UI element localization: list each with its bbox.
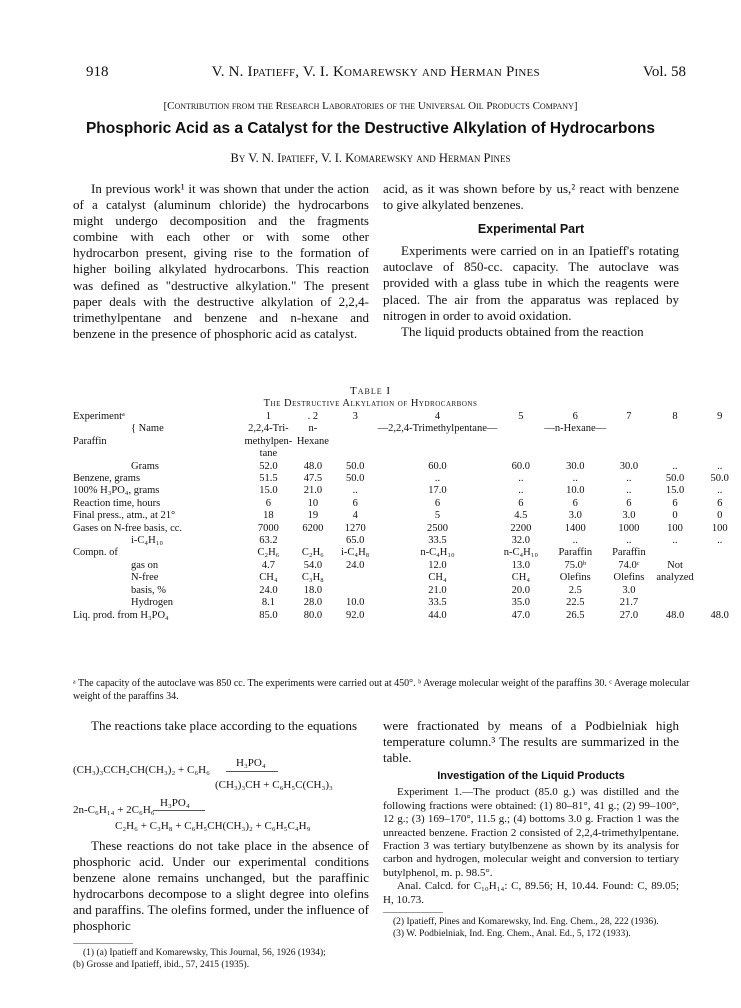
table-row [73, 560, 741, 572]
table-cell: .. [672, 460, 678, 472]
fractionation-paragraph: were fractionated by means of a Podbielniak high temperature column.³ The results are summarized in the table. [383, 718, 679, 766]
table-cell: Olefins [559, 572, 591, 584]
intro-paragraph: In previous work¹ it was shown that under the action of a catalyst (aluminum chloride) the hydrocarbons might undergo decomposition and the fragments combine with each other or with some other hydrocarbon present, giving rise to the formation of higher boiling alkylated hydrocarbons. This reaction was defined as "destructive alkylation." The present paper deals with the destructive alkylation of 2,2,4-trimethylpentane and benzene and n-hexane and benzene in the presence of phosphoric acid as catalyst. [73, 181, 369, 341]
table-cell: 19 [307, 510, 319, 522]
eq1-arrow [226, 771, 278, 772]
table-cell: 30.0 [619, 460, 639, 472]
byline: By V. N. Ipatieff, V. I. Komarewsky and Herman Pines [230, 151, 511, 165]
table-cell [606, 436, 651, 448]
table-cell: CH₄ [259, 572, 278, 584]
table-cell: i-C₄H₈ [341, 547, 370, 559]
table-cell: 50.0 [346, 460, 365, 472]
table-cell [333, 572, 378, 584]
table-row [73, 610, 741, 622]
table-cell: . 2 [307, 411, 319, 422]
table-cell: CH₄ [428, 572, 447, 584]
table-cell: 2200 [510, 522, 532, 534]
eq2-arrow [153, 810, 205, 811]
table-cell: Olefins [613, 572, 645, 584]
table-cell: 75.0ᵇ [564, 559, 587, 571]
table-cell: 1000 [618, 522, 640, 534]
liquid-products-heading: Investigation of the Liquid Products [437, 770, 625, 783]
table-row [73, 597, 741, 609]
table-cell: 7 [626, 411, 632, 422]
table-cell: 74.0ᶜ [618, 559, 640, 571]
lower-left-column [73, 718, 369, 734]
left-column [73, 181, 369, 342]
row-label: 100% H₃PO₄, grams [73, 485, 160, 497]
eq2-catalyst: H₃PO₄ [160, 797, 190, 809]
table-cell: 2.5 [568, 584, 582, 596]
table-cell: n-C₄H₁₀ [420, 547, 455, 559]
table-cell [698, 547, 741, 559]
table-cell: Paraffin [612, 547, 646, 559]
table-cell: 6 [265, 497, 272, 509]
table-cell: 21.0 [303, 485, 323, 497]
row-label: Compn. of [73, 547, 118, 559]
lower-left-text [73, 838, 369, 935]
table-row [73, 535, 741, 547]
table-row [73, 498, 741, 510]
table-cell: 3.0 [622, 510, 636, 522]
table-cell: 60.0 [428, 460, 447, 472]
table-row [73, 485, 741, 497]
table-cell [333, 448, 378, 460]
row-label: { Name [131, 423, 164, 435]
table-cell [333, 423, 378, 435]
table-cell: 51.5 [259, 473, 278, 485]
table-cell: 44.0 [428, 609, 447, 621]
table-cell: 100 [711, 522, 728, 534]
lower-right-column [383, 718, 679, 940]
table-cell [333, 436, 378, 448]
table-cell [698, 597, 741, 609]
table-cell: 6 [626, 497, 632, 509]
table-cell: 22.5 [566, 597, 585, 609]
eq1-right: (CH₃)₃CH + C₆H₅C(CH₃)₃ [215, 779, 333, 791]
table-cell: 3.0 [622, 584, 636, 596]
table-cell: 50.0 [346, 473, 365, 485]
absence-paragraph: These reactions do not take place in the absence of phosphoric acid. Under our experimental conditions benzene alone remains unchanged, but the paraffinic hydrocarbons decompose to a slight degree into olefins and paraffins. The olefins formed, under the influence of phosphoric [73, 838, 369, 934]
table-cell: 18.0 [303, 584, 323, 596]
table-cell: 30.0 [566, 460, 585, 472]
table-cell: 65.0 [346, 535, 365, 547]
running-header [86, 64, 686, 81]
table-cell: 10.0 [346, 597, 365, 609]
table-cell: 10.0 [566, 485, 585, 497]
footnote-divider-right [383, 912, 443, 913]
table-row [73, 448, 741, 460]
row-label: Reaction time, hours [73, 497, 161, 509]
table-cell: 7000 [257, 522, 279, 534]
table-cell: 50.0 [665, 473, 685, 485]
table-cell: 33.5 [428, 597, 447, 609]
eq2-right: C₂H₆ + C₃H₈ + C₆H₅CH(CH₃)₂ + C₆H₅C₄H₉ [115, 820, 311, 832]
table-cell: 2,2,4-Tri- [248, 423, 289, 435]
right-column [383, 181, 679, 340]
table-cell: 21.7 [619, 597, 639, 609]
table-cell [698, 448, 741, 460]
table-cell [497, 423, 544, 435]
table-title: The Destructive Alkylation of Hydrocarbons [263, 398, 478, 409]
table-cell [652, 448, 699, 460]
table-cell: .. [717, 485, 723, 497]
footnote-1b: (b) Grosse and Ipatieff, ibid., 57, 2415 (1935). [73, 960, 250, 970]
table-cell [652, 585, 699, 597]
table-cell: 6200 [302, 522, 324, 534]
table-cell: 48.0 [665, 609, 685, 621]
table-cell: 6 [717, 497, 723, 509]
data-table [73, 411, 741, 622]
table-row [73, 423, 741, 435]
table-cell: 8 [672, 411, 678, 422]
table-cell: 24.0 [259, 584, 278, 596]
table-cell: 1 [265, 411, 272, 422]
table-cell: 63.2 [259, 535, 278, 547]
footnote-1a: (1) (a) Ipatieff and Komarewsky, This Journal, 56, 1926 (1934); [83, 948, 326, 958]
table-cell: 48.0 [710, 609, 729, 621]
section-heading: Experimental Part [477, 222, 585, 237]
table-row [73, 411, 741, 423]
table-cell: Hexane [296, 435, 329, 447]
table-cell: 50.0 [710, 473, 729, 485]
table-cell: 47.0 [511, 609, 531, 621]
table-cell: 100 [667, 522, 683, 534]
table-cell [698, 423, 741, 435]
table-row [73, 547, 741, 559]
table-cell: 6 [572, 497, 578, 509]
table-cell: .. [572, 535, 578, 547]
table-cell: 80.0 [303, 609, 323, 621]
footnote-3: (3) W. Podbielniak, Ind. Eng. Chem., Anal. Ed., 5, 172 (1933). [393, 928, 631, 939]
footnote-divider [73, 943, 133, 944]
table-cell: 10 [307, 497, 319, 509]
table-cell: 5 [434, 510, 441, 522]
page-number: 918 [86, 64, 109, 80]
table-cell: 18 [263, 510, 274, 522]
table-cell: 27.0 [619, 609, 639, 621]
table-cell: 3 [352, 411, 358, 422]
table-row [73, 473, 741, 485]
table-cell: .. [352, 485, 358, 497]
table-cell: 85.0 [259, 609, 278, 621]
table-cell: 13.0 [511, 559, 531, 571]
table-cell: .. [626, 473, 632, 485]
experiment-1-paragraph: Experiment 1.—The product (85.0 g.) was distilled and the following fractions were obtained: (1) 80–81°, 41 g.; (2) 99–100°, 12 g.; (3) 169–170°, 11.5 g.; (4) bottoms 3.0 g. Fraction 1 was the unreacted benzene. Fraction 2 consisted of 2,2,4-trimethylpentane. Fraction 3 was tertiary butylbenzene as shown by its analysis for carbon and hydrogen, molecular weight and conversion to tertiary butylphenol, m. p. 98.5°. [383, 786, 679, 879]
table-cell: 2500 [426, 522, 448, 534]
table-cell: 33.5 [428, 535, 447, 547]
footnotes-left [73, 947, 369, 971]
continued-paragraph: acid, as it was shown before by us,² react with benzene to give alkylated benzenes. [383, 181, 679, 213]
table-cell: C₂H₆ [257, 547, 280, 559]
article-title: Phosphoric Acid as a Catalyst for the Destructive Alkylation of Hydrocarbons [85, 120, 656, 137]
table-cell [497, 448, 544, 460]
analysis-paragraph: Anal. Calcd. for C₁₀H₁₄: C, 89.56; H, 10.44. Found: C, 89.05; H, 10.73. [383, 880, 679, 906]
table-cell [698, 572, 741, 584]
contribution-line: [Contribution from the Research Laboratories of the Universal Oil Products Company] [163, 100, 578, 112]
table-cell [698, 436, 741, 448]
table-cell [652, 547, 699, 559]
table-cell: —n-Hexane— [544, 423, 607, 435]
table-cell: .. [518, 473, 524, 485]
table-cell: 4.7 [261, 559, 275, 571]
reactions-paragraph: The reactions take place according to the equations [91, 718, 358, 733]
table-cell [606, 423, 651, 435]
table-cell [652, 597, 699, 609]
table-cell: .. [717, 535, 723, 547]
table-cell [652, 436, 699, 448]
table-cell: 6 [352, 497, 358, 509]
table-cell: CH₄ [511, 572, 530, 584]
row-label: Grams [131, 460, 159, 472]
row-label: gas on [131, 559, 159, 571]
table-cell [698, 585, 741, 597]
table-cell: 6 [572, 411, 578, 422]
table-cell: 6 [672, 497, 678, 509]
table-cell: 54.0 [303, 559, 323, 571]
row-label: Hydrogen [131, 597, 173, 609]
table-cell: Paraffin [558, 547, 593, 559]
table-cell [333, 585, 378, 597]
table-cell [378, 436, 498, 448]
table-cell: 47.5 [303, 473, 323, 485]
table-cell: 8.1 [261, 597, 275, 609]
table-cell: 92.0 [346, 609, 365, 621]
table-cell: .. [572, 473, 578, 485]
table-cell: —2,2,4-Trimethylpentane— [377, 423, 498, 435]
experimental-paragraph: Experiments were carried on in an Ipatieff's rotating autoclave of 850-cc. capacity. The autoclave was provided with a glass tube in which the reagents were placed. The air from the apparatus was replaced by nitrogen in order to avoid oxidation. [383, 243, 679, 323]
header-authors: V. N. Ipatieff, V. I. Komarewsky and Herman Pines [211, 64, 540, 80]
table-cell: tane [259, 448, 278, 460]
table-footnote: ᵃ The capacity of the autoclave was 850 cc. The experiments were carried out at 450°. ᵇ Average molecular weight of the paraffins 30. ᶜ Average molecular weight of the paraffins 34. [73, 678, 690, 702]
table-row [73, 510, 741, 522]
table-row [73, 461, 741, 473]
table-cell: 24.0 [346, 559, 365, 571]
table-cell: Not [667, 559, 683, 571]
table-cell: 21.0 [428, 584, 447, 596]
table-cell: n-C₄H₁₀ [503, 547, 539, 559]
row-label: N-free [131, 572, 159, 584]
eq1-catalyst: H₃PO₄ [236, 757, 266, 769]
table-row [73, 523, 741, 535]
table-cell [378, 448, 498, 460]
row-label: Liq. prod. from H₃PO₄ [73, 609, 169, 621]
table-cell: .. [626, 485, 632, 497]
table-row [73, 572, 741, 584]
eq2-left: 2n-C₆H₁₄ + 2C₆H₆ [73, 804, 155, 816]
table-cell: C₂H₆ [301, 547, 324, 559]
table-cell: 1400 [564, 522, 586, 534]
table-cell: 9 [717, 411, 723, 422]
row-label: Final press., atm., at 21° [73, 510, 176, 522]
table-cell [698, 560, 741, 572]
table-cell [652, 423, 699, 435]
table-cell: 4 [352, 510, 358, 522]
table-cell [544, 448, 606, 460]
table-cell: 3.0 [568, 510, 582, 522]
table-cell: 28.0 [303, 597, 323, 609]
table-cell: 52.0 [259, 460, 278, 472]
table-cell: .. [518, 485, 524, 497]
table-cell: .. [672, 535, 678, 547]
table-cell: 12.0 [428, 559, 447, 571]
table-cell: 4 [434, 411, 441, 422]
table-cell: C₃H₈ [301, 572, 324, 584]
table-cell: 4.5 [514, 510, 528, 522]
row-label: i-C₄H₁₀ [131, 535, 163, 547]
row-label: basis, % [131, 584, 166, 596]
table-label: Table I [349, 385, 392, 397]
volume: Vol. 58 [642, 64, 686, 80]
row-label [73, 448, 244, 460]
table-cell: 35.0 [511, 597, 531, 609]
table-row [73, 436, 741, 448]
table-cell [544, 436, 606, 448]
table-cell: 26.5 [566, 609, 585, 621]
row-label: Gases on N-free basis, cc. [73, 522, 183, 534]
eq1-left: (CH₃)₃CCH₂CH(CH₃)₂ + C₆H₆ [73, 764, 210, 776]
table-cell: 32.0 [511, 535, 531, 547]
row-label: Experimentᵃ [73, 411, 125, 422]
table-cell: 0 [717, 510, 723, 522]
table-cell: n- [308, 423, 318, 435]
table-cell: .. [717, 460, 723, 472]
table-cell: 17.0 [428, 485, 447, 497]
table-cell: 15.0 [259, 485, 278, 497]
table-cell: 6 [434, 497, 441, 509]
liquid-products-paragraph: The liquid products obtained from the reaction [401, 323, 644, 339]
table-cell: 60.0 [511, 460, 531, 472]
table-cell: 6 [518, 497, 524, 509]
table-cell: 48.0 [303, 460, 323, 472]
footnote-2: (2) Ipatieff, Pines and Komarewsky, Ind. Eng. Chem., 28, 222 (1936). [393, 916, 659, 927]
row-label: Paraffin [73, 435, 107, 447]
table-cell: 15.0 [665, 485, 685, 497]
row-label: Benzene, grams [73, 473, 141, 485]
table-cell: 5 [518, 411, 524, 422]
table-cell: .. [626, 535, 632, 547]
table-cell [606, 448, 651, 460]
table-cell: methylpen- [244, 435, 293, 447]
table-row [73, 585, 741, 597]
table-cell: analyzed [656, 572, 694, 584]
table-cell [497, 436, 544, 448]
table-cell: 20.0 [511, 584, 531, 596]
table-cell: 0 [672, 510, 678, 522]
table-cell [293, 535, 333, 547]
table-cell: 1270 [344, 522, 366, 534]
table-cell [293, 448, 333, 460]
table-cell: .. [434, 473, 441, 485]
